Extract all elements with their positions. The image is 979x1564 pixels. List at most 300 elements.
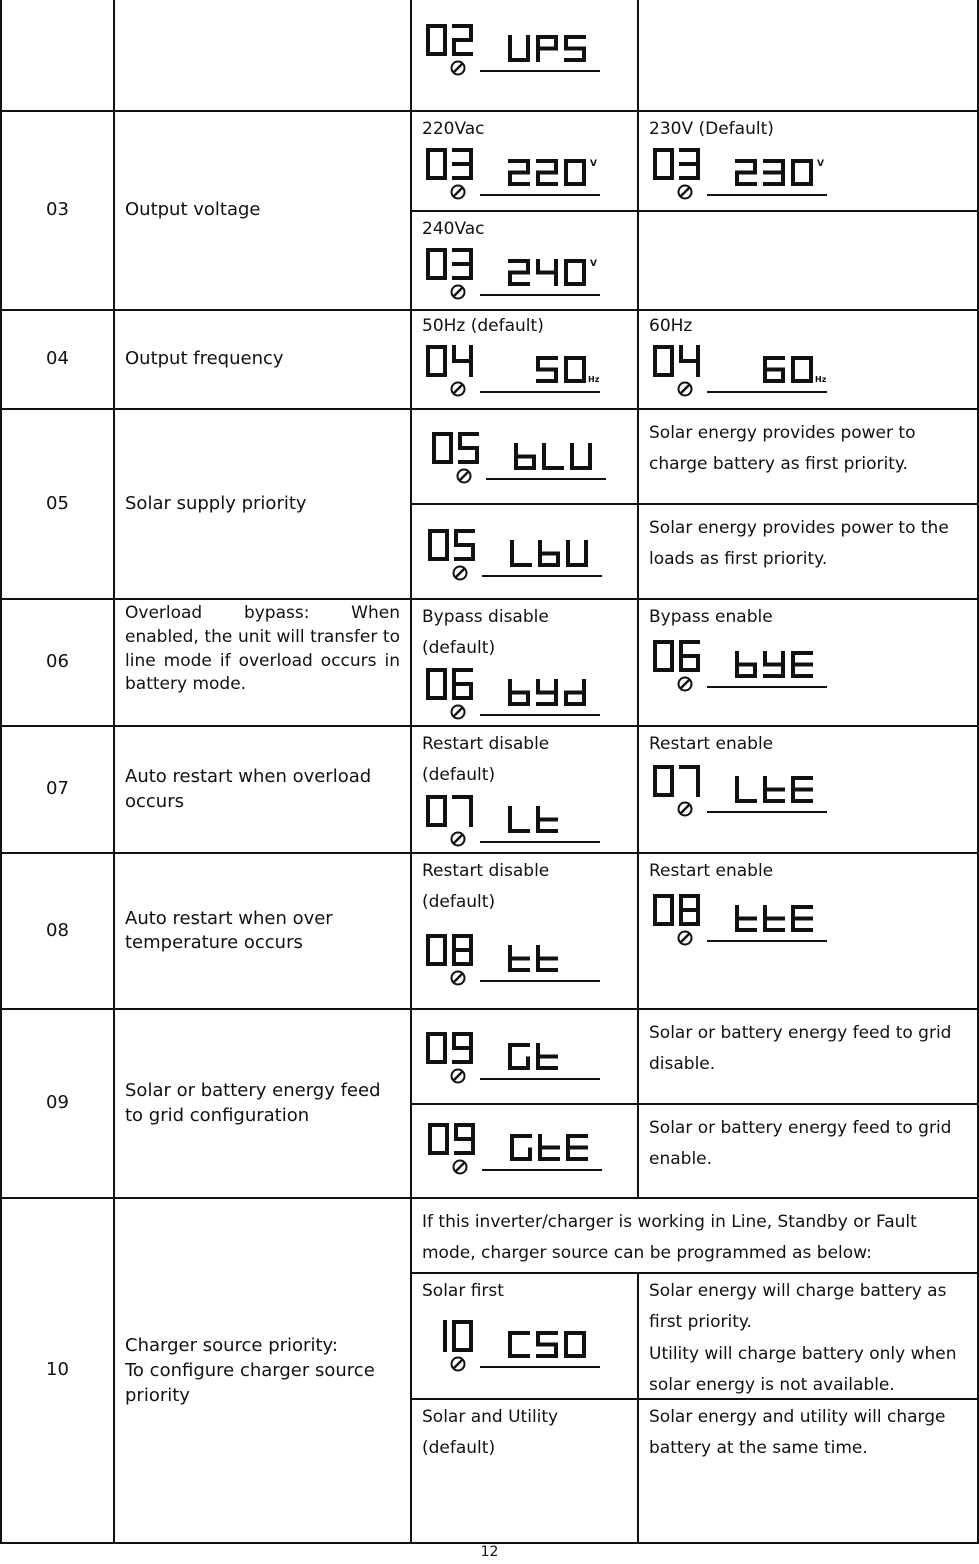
charger-source-intro: If this inverter/charger is working in Line, Standby or Fault mode, charger source can be programmed as below:	[422, 1212, 917, 1264]
setting-number: 10	[46, 1359, 69, 1381]
lcd-display	[651, 892, 831, 950]
wrench-icon	[679, 383, 692, 396]
lcd-segment	[653, 894, 657, 910]
lcd-segment	[458, 460, 479, 464]
setting-description: Output voltage	[125, 199, 261, 221]
lcd-segment	[443, 934, 447, 950]
lcd-segment	[670, 345, 674, 361]
option-cell	[639, 727, 977, 852]
lcd-segment	[432, 432, 436, 448]
option-explanation: Solar energy provides power to charge battery as first priority.	[649, 423, 916, 475]
lcd-underline	[482, 575, 602, 577]
option-label: 220Vac	[422, 119, 485, 139]
lcd-segment	[554, 273, 558, 287]
wrench-icon	[458, 470, 471, 483]
lcd-display	[651, 146, 831, 204]
lcd-segment	[582, 356, 586, 370]
lcd-segment	[753, 665, 757, 679]
option-label: 50Hz (default)	[422, 316, 544, 336]
lcd-segment	[781, 651, 785, 665]
lcd-segment	[564, 35, 568, 49]
lcd-segment	[564, 173, 568, 187]
lcd-segment	[564, 691, 586, 695]
lcd-underline	[486, 478, 606, 480]
option-cell	[412, 854, 637, 1008]
lcd-segment	[508, 806, 512, 820]
lcd-underline	[480, 294, 600, 296]
lcd-segment	[653, 765, 657, 781]
lcd-segment	[449, 432, 453, 448]
lcd-display	[426, 1121, 606, 1179]
lcd-segment	[452, 1046, 473, 1050]
lcd-segment	[564, 693, 568, 707]
option-explanation-line: Solar energy will charge battery as first priority.	[649, 1281, 947, 1333]
setting-number: 08	[46, 919, 69, 941]
lcd-segment	[458, 432, 462, 448]
lcd-segment	[696, 894, 700, 910]
lcd-segment	[564, 259, 568, 273]
lcd-segment	[452, 52, 473, 56]
lcd-segment	[763, 799, 785, 803]
lcd-segment	[452, 1032, 456, 1048]
lcd-segment	[426, 1048, 430, 1064]
wrench-icon	[679, 678, 692, 691]
lcd-segment	[452, 345, 456, 361]
wrench-icon	[452, 833, 465, 846]
lcd-segment	[653, 361, 657, 377]
lcd-segment	[469, 1032, 473, 1048]
lcd-segment	[443, 24, 447, 40]
setting-number: 06	[46, 651, 69, 673]
lcd-segment	[735, 776, 739, 790]
lcd-segment	[653, 345, 657, 361]
lcd-segment	[471, 1123, 475, 1139]
lcd-svg	[424, 932, 604, 990]
lcd-segment	[452, 276, 473, 280]
lcd-segment	[454, 1123, 458, 1139]
lcd-segment	[536, 968, 558, 972]
lcd-segment	[454, 1137, 475, 1141]
lcd-display	[424, 793, 604, 851]
lcd-segment	[510, 540, 514, 554]
option-explanation: Solar or battery energy feed to grid disable.	[649, 1023, 952, 1075]
lcd-display	[651, 343, 831, 401]
lcd-segment	[426, 264, 430, 280]
option-cell	[412, 505, 637, 598]
lcd-segment	[582, 159, 586, 173]
lcd-segment	[679, 908, 700, 912]
lcd-unit: Hz	[588, 375, 600, 384]
setting-description: Solar supply priority	[125, 492, 307, 514]
wrench-icon	[452, 186, 465, 199]
lcd-segment	[536, 1043, 540, 1057]
lcd-underline	[707, 811, 827, 813]
lcd-underline	[707, 940, 827, 942]
lcd-segment	[582, 679, 586, 693]
lcd-segment	[514, 443, 518, 457]
lcd-segment	[679, 640, 683, 656]
lcd-segment	[443, 148, 447, 164]
lcd-segment	[570, 443, 574, 457]
lcd-segment	[536, 35, 540, 49]
lcd-svg	[426, 527, 606, 585]
lcd-underline	[480, 1366, 600, 1368]
option-cell	[412, 112, 637, 210]
lcd-segment	[526, 35, 530, 49]
lcd-segment	[791, 173, 795, 187]
lcd-svg	[424, 1318, 604, 1376]
option-label: Solar and Utility (default)	[422, 1407, 559, 1459]
lcd-svg	[424, 666, 604, 724]
lcd-segment	[508, 49, 512, 63]
lcd-segment	[536, 702, 558, 706]
lcd-segment	[653, 781, 657, 797]
setting-number: 07	[46, 778, 69, 800]
option-explanation: Solar energy and utility will charge battery at the same time.	[649, 1407, 946, 1459]
lcd-segment	[445, 529, 449, 545]
lcd-segment	[426, 40, 430, 56]
lcd-segment	[696, 781, 700, 797]
wrench-icon	[679, 186, 692, 199]
wrench-icon	[452, 1070, 465, 1083]
lcd-underline	[707, 391, 827, 393]
lcd-segment	[443, 795, 447, 811]
lcd-segment	[679, 176, 700, 180]
lcd-segment	[469, 361, 473, 377]
lcd-svg	[430, 430, 610, 488]
lcd-segment	[566, 1157, 588, 1161]
lcd-display	[424, 1030, 604, 1088]
lcd-segment	[809, 356, 813, 370]
lcd-svg	[424, 1030, 604, 1088]
option-cell	[412, 212, 637, 309]
lcd-segment	[735, 182, 757, 186]
lcd-svg	[651, 146, 831, 204]
lcd-display	[424, 666, 604, 724]
lcd-segment	[781, 159, 785, 173]
lcd-segment	[564, 1345, 568, 1359]
lcd-segment	[452, 1060, 473, 1064]
lcd-underline	[480, 714, 600, 716]
lcd-segment	[532, 457, 536, 471]
lcd-underline	[480, 841, 600, 843]
lcd-segment	[670, 894, 674, 910]
lcd-segment	[510, 1134, 514, 1148]
option-cell	[412, 600, 637, 725]
lcd-segment	[469, 24, 473, 40]
wrench-icon	[452, 706, 465, 719]
option-cell	[639, 854, 977, 1008]
lcd-segment	[536, 259, 540, 273]
lcd-segment	[653, 164, 657, 180]
lcd-segment	[556, 554, 560, 568]
lcd-segment	[735, 799, 757, 803]
option-label: Restart enable	[649, 861, 774, 881]
lcd-segment	[426, 345, 430, 361]
option-cell	[639, 112, 977, 210]
option-label: Restart enable	[649, 734, 774, 754]
lcd-segment	[508, 35, 512, 49]
lcd-segment	[763, 356, 767, 370]
option-cell	[639, 600, 977, 725]
lcd-segment	[791, 776, 795, 790]
lcd-segment	[536, 1066, 558, 1070]
lcd-display	[426, 527, 606, 585]
lcd-segment	[443, 345, 447, 361]
lcd-underline	[480, 1078, 600, 1080]
wrench-icon	[452, 383, 465, 396]
lcd-segment	[679, 910, 683, 926]
lcd-segment	[508, 1043, 512, 1057]
lcd-segment	[443, 1336, 447, 1352]
lcd-display	[430, 430, 610, 488]
lcd-segment	[670, 148, 674, 164]
lcd-segment	[454, 1151, 475, 1155]
row-02-lcd-cell	[412, 0, 637, 110]
lcd-segment	[469, 795, 473, 811]
lcd-segment	[809, 159, 813, 173]
lcd-segment	[554, 35, 558, 49]
option-label: Restart disable (default)	[422, 861, 550, 913]
lcd-segment	[791, 928, 813, 932]
lcd-segment	[536, 49, 540, 63]
option-label: 60Hz	[649, 316, 693, 336]
lcd-segment	[508, 679, 512, 693]
lcd-segment	[653, 148, 657, 164]
lcd-segment	[536, 1331, 540, 1345]
lcd-segment	[536, 806, 540, 820]
lcd-segment	[536, 182, 558, 186]
lcd-display	[424, 1318, 604, 1376]
lcd-svg	[424, 22, 604, 80]
lcd-segment	[536, 829, 558, 833]
option-label: Bypass enable	[649, 607, 773, 627]
wrench-icon	[452, 62, 465, 75]
lcd-segment	[653, 656, 657, 672]
option-cell	[412, 1274, 637, 1398]
lcd-segment	[452, 176, 473, 180]
lcd-segment	[536, 47, 558, 51]
lcd-segment	[508, 968, 530, 972]
lcd-segment	[554, 159, 558, 173]
lcd-segment	[791, 651, 795, 665]
lcd-segment	[528, 1148, 532, 1162]
option-cell	[412, 311, 637, 408]
setting-number: 05	[46, 492, 69, 514]
setting-description	[115, 1199, 410, 1542]
lcd-segment	[564, 370, 568, 384]
lcd-svg	[426, 1121, 606, 1179]
lcd-svg	[651, 763, 831, 821]
lcd-segment	[584, 540, 588, 554]
lcd-segment	[426, 811, 430, 827]
lcd-segment	[679, 894, 683, 910]
lcd-segment	[426, 668, 430, 684]
lcd-segment	[763, 905, 767, 919]
setting-description: Auto restart when overload occurs	[125, 766, 372, 812]
lcd-underline	[480, 391, 600, 393]
wrench-icon	[454, 1161, 467, 1174]
lcd-segment	[428, 545, 432, 561]
lcd-underline	[480, 980, 600, 982]
setting-number: 03	[46, 199, 69, 221]
lcd-segment	[432, 448, 436, 464]
lcd-segment	[469, 811, 473, 827]
lcd-segment	[735, 905, 739, 919]
lcd-segment	[582, 259, 586, 273]
wrench-icon	[679, 803, 692, 816]
lcd-segment	[536, 379, 558, 383]
lcd-display	[424, 932, 604, 990]
lcd-segment	[452, 950, 456, 966]
lcd-unit: V	[590, 259, 597, 269]
lcd-underline	[480, 194, 600, 196]
lcd-segment	[443, 1032, 447, 1048]
option-explanation	[639, 1274, 977, 1398]
lcd-segment	[781, 370, 785, 384]
lcd-segment	[588, 443, 592, 457]
option-cell	[412, 1010, 637, 1103]
lcd-segment	[445, 1123, 449, 1139]
lcd-segment	[735, 928, 757, 932]
lcd-segment	[469, 1320, 473, 1336]
lcd-svg	[424, 343, 604, 401]
lcd-segment	[570, 457, 574, 471]
lcd-unit: Hz	[815, 375, 827, 384]
lcd-segment	[564, 58, 586, 62]
lcd-segment	[469, 345, 473, 361]
wrench-icon	[452, 1358, 465, 1371]
lcd-segment	[426, 24, 430, 40]
setting-description-text: To configure charger source priority	[125, 1359, 375, 1407]
lcd-segment	[554, 259, 558, 273]
lcd-segment	[508, 282, 530, 286]
lcd-segment	[791, 905, 795, 919]
lcd-segment	[763, 928, 785, 932]
lcd-segment	[696, 345, 700, 361]
lcd-display	[424, 146, 604, 204]
lcd-segment	[454, 529, 458, 545]
lcd-segment	[469, 684, 473, 700]
lcd-segment	[791, 799, 813, 803]
lcd-segment	[443, 1320, 447, 1336]
lcd-segment	[426, 248, 430, 264]
lcd-display	[651, 638, 831, 696]
lcd-segment	[566, 540, 570, 554]
lcd-segment	[538, 1157, 560, 1161]
lcd-segment	[426, 1032, 430, 1048]
lcd-segment	[763, 651, 767, 665]
lcd-segment	[469, 934, 473, 950]
lcd-segment	[670, 640, 674, 656]
lcd-segment	[443, 668, 447, 684]
lcd-svg	[424, 246, 604, 304]
lcd-segment	[653, 640, 657, 656]
lcd-svg	[424, 793, 604, 851]
option-label: Solar first	[422, 1281, 504, 1301]
lcd-segment	[536, 1354, 558, 1358]
lcd-segment	[526, 693, 530, 707]
lcd-segment	[526, 1057, 530, 1071]
lcd-underline	[707, 194, 827, 196]
lcd-segment	[510, 563, 532, 567]
lcd-segment	[696, 148, 700, 164]
lcd-segment	[791, 159, 795, 173]
lcd-segment	[538, 540, 542, 554]
lcd-segment	[670, 765, 674, 781]
lcd-unit: V	[590, 159, 597, 169]
lcd-display	[651, 763, 831, 821]
lcd-underline	[482, 1169, 602, 1171]
lcd-segment	[508, 1331, 512, 1345]
lcd-segment	[469, 148, 473, 164]
setting-number: 09	[46, 1092, 69, 1114]
lcd-underline	[480, 70, 600, 72]
lcd-segment	[426, 361, 430, 377]
option-explanation-line: Utility will charge battery only when solar energy is not available.	[649, 1343, 957, 1396]
lcd-display	[424, 22, 604, 80]
wrench-icon	[454, 567, 467, 580]
option-cell	[412, 410, 637, 503]
setting-description: Auto restart when over temperature occurs	[125, 907, 333, 953]
lcd-segment	[426, 950, 430, 966]
option-label: Bypass disable (default)	[422, 607, 549, 659]
option-explanation: Solar or battery energy feed to grid enable.	[649, 1118, 952, 1170]
lcd-segment	[508, 829, 530, 833]
wrench-icon	[452, 972, 465, 985]
option-explanation: Solar energy provides power to the loads as first priority.	[649, 518, 949, 570]
lcd-segment	[454, 557, 475, 561]
lcd-svg	[424, 146, 604, 204]
lcd-segment	[791, 674, 813, 678]
option-label: Restart disable (default)	[422, 734, 550, 786]
lcd-segment	[791, 356, 795, 370]
lcd-segment	[469, 248, 473, 264]
option-label: 240Vac	[422, 219, 485, 239]
lcd-segment	[452, 934, 456, 950]
lcd-display	[424, 343, 604, 401]
lcd-segment	[526, 259, 530, 273]
lcd-segment	[428, 529, 432, 545]
lcd-display	[424, 246, 604, 304]
option-cell	[639, 311, 977, 408]
lcd-segment	[452, 948, 473, 952]
option-cell	[412, 727, 637, 852]
lcd-svg	[651, 638, 831, 696]
page-number: 12	[480, 1544, 499, 1560]
lcd-segment	[653, 910, 657, 926]
lcd-segment	[542, 466, 564, 470]
lcd-segment	[536, 679, 540, 693]
lcd-segment	[508, 945, 512, 959]
option-cell	[412, 1105, 637, 1197]
lcd-segment	[428, 1139, 432, 1155]
lcd-segment	[426, 684, 430, 700]
lcd-segment	[696, 765, 700, 781]
lcd-underline	[707, 686, 827, 688]
option-label: 230V (Default)	[649, 119, 774, 139]
lcd-segment	[542, 443, 546, 457]
lcd-segment	[428, 1123, 432, 1139]
lcd-segment	[554, 679, 558, 693]
lcd-segment	[536, 945, 540, 959]
wrench-icon	[679, 932, 692, 945]
lcd-segment	[566, 1134, 570, 1148]
lcd-segment	[696, 361, 700, 377]
lcd-segment	[538, 1134, 542, 1148]
setting-description-title: Charger source priority:	[125, 1334, 338, 1356]
lcd-segment	[566, 554, 570, 568]
